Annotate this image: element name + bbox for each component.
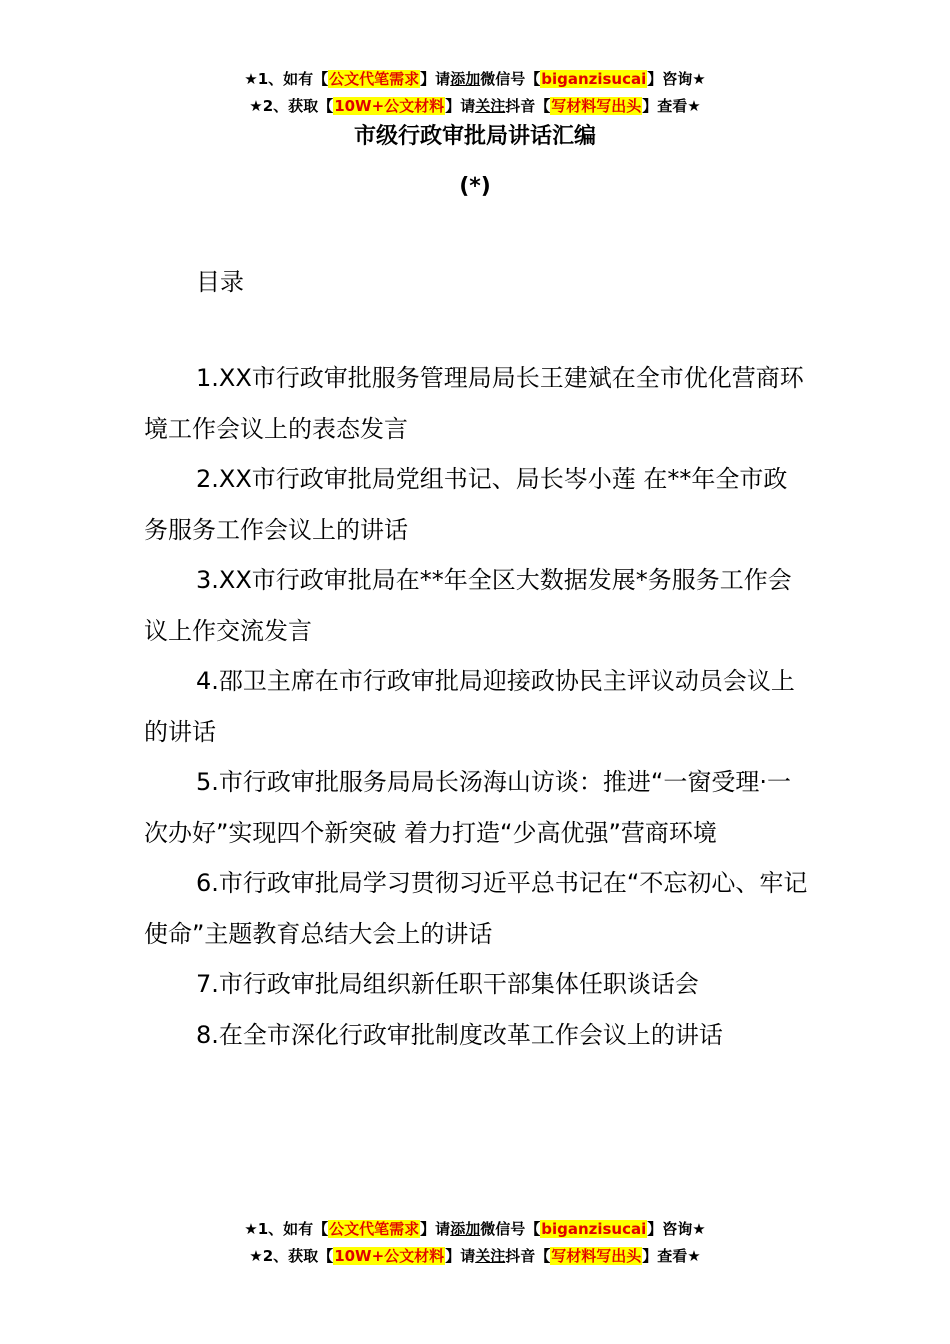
promo-text: 抖音【 (505, 1247, 551, 1265)
promo-text: 微信号【 (480, 70, 541, 88)
promo-text: 】咨询★ (647, 1220, 706, 1238)
promo-text: 】请 (420, 1220, 451, 1238)
toc-item: 1.XX市行政审批服务管理局局长王建斌在全市优化营商环境工作会议上的表态发言 (144, 364, 804, 443)
promo-line-2 (0, 93, 950, 120)
promo-wechat-id: biganzisucai (541, 1220, 647, 1238)
promo-underlined: 关注 (475, 97, 506, 115)
toc-item: 8.在全市深化行政审批制度改革工作会议上的讲话 (196, 1020, 723, 1049)
toc-item: 6.市行政审批局学习贯彻习近平总书记在“不忘初心、牢记使命”主题教育总结大会上的讲话 (144, 869, 808, 948)
promo-highlight: 10W+公文材料 (334, 1247, 445, 1265)
table-of-contents (144, 353, 809, 1060)
toc-heading: 目录 (196, 268, 244, 296)
promo-text: 抖音【 (505, 97, 551, 115)
toc-item: 5.市行政审批服务局局长汤海山访谈：推进“一窗受理·一次办好”实现四个新突破 着力打造“少高优强”营商环境 (144, 768, 791, 847)
document-title: 市级行政审批局讲话汇编 (353, 124, 596, 149)
promo-line-2 (0, 1243, 950, 1270)
promo-text: 】请 (420, 70, 451, 88)
promo-highlight: 10W+公文材料 (334, 97, 445, 115)
promo-highlight: 公文代笔需求 (329, 70, 420, 88)
promo-wechat-id: biganzisucai (541, 70, 647, 88)
promo-banner-top (0, 66, 950, 120)
promo-text: ★2、获取【 (249, 1247, 334, 1265)
promo-underlined: 关注 (475, 1247, 506, 1265)
toc-item: 7.市行政审批局组织新任职干部集体任职谈话会 (196, 970, 699, 998)
promo-text: 】查看★ (642, 97, 701, 115)
toc-item: 3.XX市行政审批局在**年全区大数据发展*务服务工作会议上作交流发言 (144, 566, 792, 645)
promo-text: ★1、如有【 (244, 1220, 329, 1238)
promo-underlined: 添加 (450, 1220, 481, 1238)
toc-item: 4.邵卫主席在市行政审批局迎接政协民主评议动员会议上的讲话 (144, 667, 795, 746)
promo-text: 微信号【 (480, 1220, 541, 1238)
promo-banner-bottom (0, 1216, 950, 1270)
promo-line-1 (0, 1216, 950, 1243)
promo-text: ★2、获取【 (249, 97, 334, 115)
promo-text: 】请 (445, 97, 476, 115)
promo-text: 】咨询★ (647, 70, 706, 88)
promo-douyin-id: 写材料写出头 (551, 97, 642, 115)
promo-highlight: 公文代笔需求 (329, 1220, 420, 1238)
promo-text: 】请 (445, 1247, 476, 1265)
promo-line-1 (0, 66, 950, 93)
promo-text: 】查看★ (642, 1247, 701, 1265)
promo-text: ★1、如有【 (244, 70, 329, 88)
toc-item: 2.XX市行政审批局党组书记、局长岑小莲 在**年全市政务服务工作会议上的讲话 (144, 465, 788, 544)
promo-douyin-id: 写材料写出头 (551, 1247, 642, 1265)
promo-underlined: 添加 (450, 70, 481, 88)
document-subtitle: (*) (459, 174, 491, 199)
